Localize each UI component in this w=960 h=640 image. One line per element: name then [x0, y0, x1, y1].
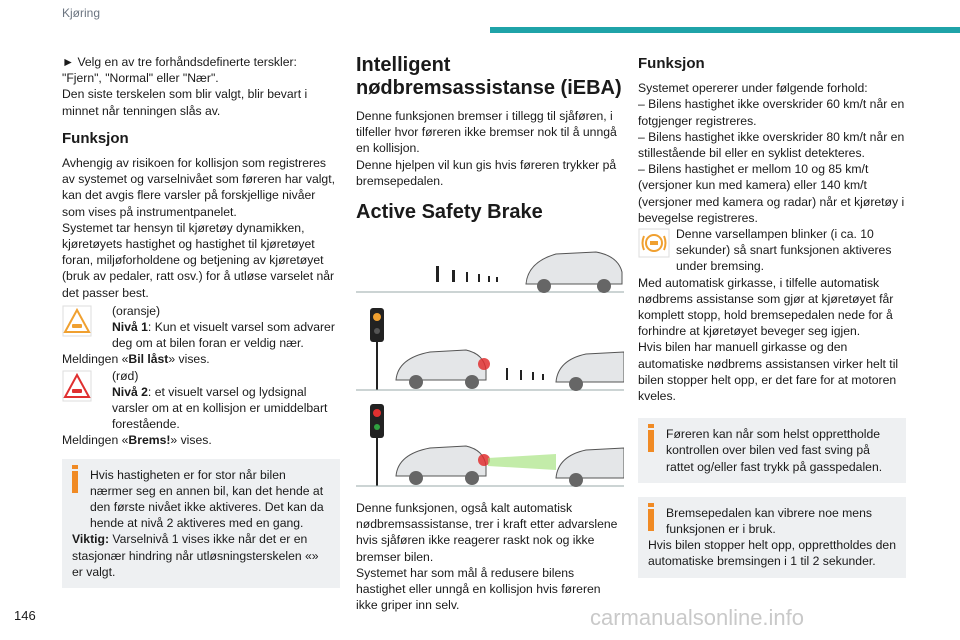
note-bold: Viktig:	[72, 532, 110, 547]
level-1-desc	[112, 319, 340, 351]
illustration-braking	[356, 400, 624, 490]
auto-gearbox-text: Med automatisk girkasse, i tilfelle automatisk nødbrems assistanse som gjør at kjøretøyet får komplett stopp, hold bremsepedalen nede for å forhindre at kjøretøyet beveger seg igjen.	[638, 275, 894, 339]
column-3	[638, 54, 906, 578]
msg-post: » vises.	[168, 352, 210, 367]
msg-pre: Meldingen «	[62, 433, 129, 448]
illustration-approach	[356, 232, 624, 298]
info-icon-bar	[648, 509, 654, 531]
red-collision-warning-icon	[62, 370, 106, 404]
asb-p4: Systemet har som mål å redusere bilens hastighet eller unngå en kollisjon hvis føreren ikke griper inn selv.	[356, 565, 601, 613]
level-1-block	[62, 303, 340, 352]
note-text-2: Varselnivå 1 vises ikke når det er en stasjonær hindring når utløsningsterskelen «» er valgt.	[72, 532, 319, 579]
info-note-control	[638, 418, 906, 483]
column-1	[62, 54, 340, 588]
lamp-text: Denne varsellampen blinker (i ca. 10 sekunder) så snart funksjonen aktiveres under bremsing.	[676, 227, 892, 274]
info-note-speed	[62, 459, 340, 588]
info-icon-bar	[648, 430, 654, 452]
msg-post: » vises.	[170, 433, 212, 448]
msg-bil-last: Bil låst	[128, 352, 169, 367]
iEBA-p1: Denne funksjonen bremser i tillegg til sjåføren, i tilfeller hvor føreren ikke bremser nok til å unngå en kollisjon.	[356, 109, 617, 156]
level-1-text: : Kun et visuelt varsel som advarer deg om at bilen foran er veldig nær.	[112, 320, 335, 351]
function-body: Avhengig av risikoen for kollisjon som registreres av systemet og varselnivået som føreren har valgt, kan det avgis flere varsler på forskjellige nivåer som vises på instrumentpanelet.	[62, 156, 335, 219]
manual-gearbox-text: Hvis bilen har manuell girkasse og den automatiske nødbrems assistansen virker helt til bilen stopper helt opp, er det fare for at motoren kveles.	[638, 340, 899, 404]
illustration-warning	[356, 304, 624, 394]
msg-brems: Brems!	[128, 433, 171, 448]
watermark: carmanualsonline.info	[590, 605, 805, 630]
section-heading-funksjon-2: Funksjon	[638, 55, 705, 72]
note-control-text: Føreren kan når som helst opprettholde kontrollen over bilen ved fast sving på rattet og/eller fast trykk på gasspedalen.	[666, 427, 883, 474]
note-important	[72, 531, 330, 580]
condition-2: – Bilens hastighet ikke overskrider 80 km/t når en stillestående bil eller en syklist detekteres.	[638, 129, 905, 161]
level-2-text: : et visuelt varsel og lydsignal varsler om at en kollisjon er umiddelbart forestående.	[112, 384, 328, 432]
level-2-block	[62, 368, 340, 433]
note-text: Hvis hastigheten er for stor når bilen nærmer seg en annen bil, kan det hende at den første nivået ikke aktiveres. Det kan da hende at nivå 2 aktiveres med en gang.	[90, 467, 324, 531]
conditions-intro: Systemet opererer under følgende forhold:	[638, 81, 868, 96]
condition-3: – Bilens hastighet er mellom 10 og 85 km/t (versjoner kun med kamera) eller 140 km/t (versjoner med kamera og radar) når et kjøretøy i bevegelse registreres.	[638, 162, 905, 225]
level-1-color: (oransje)	[112, 303, 161, 318]
header-accent-bar	[490, 27, 960, 33]
orange-collision-warning-icon	[62, 305, 106, 339]
level-2-desc	[112, 384, 340, 433]
page-number: 146	[14, 608, 36, 623]
level-1-message	[62, 351, 340, 367]
level-2-color: (rød)	[112, 368, 139, 383]
info-note-vibration	[638, 497, 906, 578]
note-vibration-text: Bremsepedalen kan vibrere noe mens funksjonen er i bruk.	[666, 505, 872, 537]
level-2-message	[62, 432, 340, 448]
level-1-label: Nivå 1	[112, 320, 148, 335]
asb-title: Active Safety Brake	[356, 201, 543, 224]
msg-pre: Meldingen «	[62, 352, 129, 367]
active-safety-brake-lamp-icon	[638, 228, 672, 260]
condition-1: – Bilens hastighet ikke overskrider 60 km/t når en fotgjenger registreres.	[638, 97, 905, 128]
function-body-2: Systemet tar hensyn til kjøretøy dynamikken, kjøretøyets hastighet og hastighet til kjøretøyet foran, miljøforholdene og betjening av kjøretøyet (bruk av pedaler, ratt osv.) for å utløse varselet når det passer best.	[62, 220, 335, 300]
section-heading-funksjon: Funksjon	[62, 129, 129, 147]
running-header: Kjøring	[62, 6, 101, 20]
info-icon	[648, 503, 654, 507]
note-stop-text: Hvis bilen stopper helt opp, opprettholdes den automatiske bremsingen i 1 til 2 sekunder.	[648, 538, 896, 569]
column-2	[356, 54, 624, 613]
info-icon	[648, 424, 654, 428]
asb-p3: Denne funksjonen, også kalt automatisk nødbremsassistanse, trer i kraft etter advarslene hvis sjåføren ikke reagerer raskt nok og ikke bremser bilen.	[356, 501, 618, 564]
warning-lamp-block	[638, 226, 906, 275]
iEBA-p2: Denne hjelpen vil kun gis hvis føreren trykker på bremsepedalen.	[356, 157, 617, 188]
info-icon	[72, 465, 78, 469]
intro-memory: Den siste terskelen som blir valgt, blir bevart i minnet når tenningen slås av.	[62, 87, 308, 118]
level-2-label: Nivå 2	[112, 384, 148, 399]
intro-step: ► Velg en av tre forhåndsdefinerte terskler: "Fjern", "Normal" eller "Nær".	[62, 55, 297, 86]
iEBA-title: Intelligent nødbremsassistanse (iEBA)	[356, 54, 622, 99]
info-icon-bar	[72, 471, 78, 493]
